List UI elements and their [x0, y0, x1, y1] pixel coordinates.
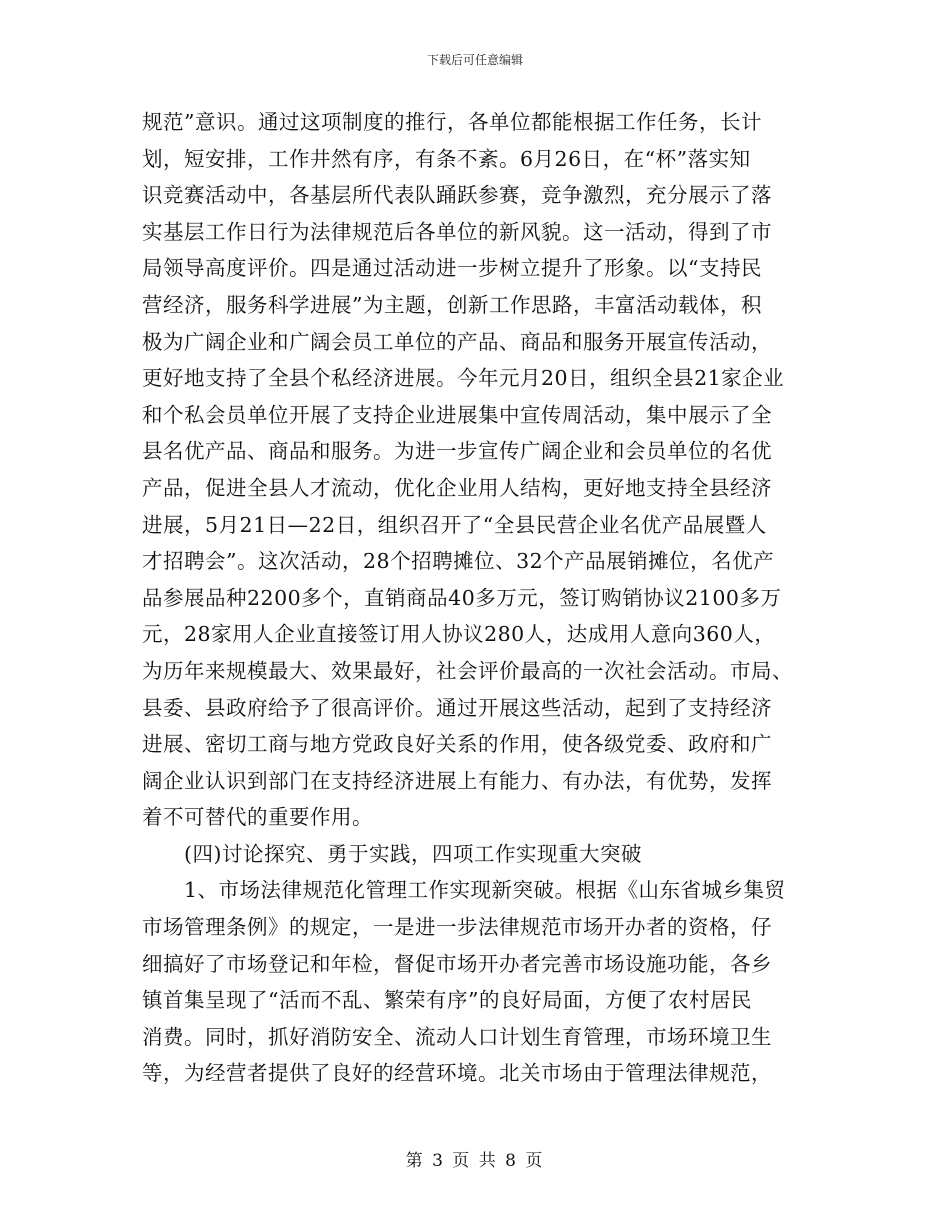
text-line: 才招聘会”。这次活动，28个招聘摊位、32个产品展销摊位，名优产	[142, 549, 775, 574]
text-line: 更好地支持了全县个私经济进展。今年元月20日，组织全县21家企业	[142, 366, 785, 391]
text-line: 划，短安排，工作井然有序，有条不紊。6月26日，在“杯”落实知	[142, 146, 751, 171]
text-line: 和个私会员单位开展了支持企业进展集中宣传周活动，集中展示了全	[142, 402, 772, 427]
text-line: 消费。同时，抓好消防安全、流动人口计划生育管理，市场环境卫生	[142, 1024, 772, 1049]
text-line: 规范”意识。通过这项制度的推行，各单位都能根据工作任务，长计	[142, 110, 762, 134]
text-line: 实基层工作日行为法律规范后各单位的新风貌。这一活动，得到了市	[142, 219, 772, 244]
text-line: (四)讨论探究、勇于实践，四项工作实现重大突破	[184, 841, 642, 866]
page-number-footer: 第 3 页 共 8 页	[405, 1151, 545, 1171]
text-line: 县委、县政府给予了很高评价。通过开展这些活动，起到了支持经济	[142, 695, 772, 720]
text-line: 镇首集呈现了“活而不乱、繁荣有序”的良好局面，方便了农村居民	[142, 988, 752, 1013]
text-line: 品参展品种2200多个，直销商品40多万元，签订购销协议2100多万	[142, 585, 782, 610]
text-line: 进展，5月21日—22日，组织召开了“全县民营企业名优产品展暨人	[142, 512, 767, 537]
text-line: 1、市场法律规范化管理工作实现新突破。根据《山东省城乡集贸	[184, 878, 786, 903]
page-header-note: 下载后可任意编辑	[426, 53, 523, 67]
text-line: 为历年来规模最大、效果最好，社会评价最高的一次社会活动。市局、	[142, 658, 793, 683]
text-line: 极为广阔企业和广阔会员工单位的产品、商品和服务开展宣传活动，	[142, 329, 772, 354]
text-line: 县名优产品、商品和服务。为进一步宣传广阔企业和会员单位的名优	[142, 439, 772, 464]
text-line: 进展、密切工商与地方党政良好关系的作用，使各级党委、政府和广	[142, 732, 772, 757]
text-line: 元，28家用人企业直接签订用人协议280人，达成用人意向360人，	[142, 622, 776, 647]
text-line: 产品，促进全县人才流动，优化企业用人结构，更好地支持全县经济	[142, 475, 772, 500]
text-line: 着不可替代的重要作用。	[142, 805, 373, 830]
text-line: 细搞好了市场登记和年检，督促市场开办者完善市场设施功能，各乡	[142, 951, 772, 976]
document-body	[142, 104, 822, 1092]
text-line: 识竞赛活动中，各基层所代表队踊跃参赛，竞争激烈，充分展示了落	[142, 183, 772, 208]
text-line: 市场管理条例》的规定，一是进一步法律规范市场开办者的资格，仔	[142, 915, 772, 940]
text-line: 局领导高度评价。四是通过活动进一步树立提升了形象。以“支持民	[142, 256, 762, 281]
text-line: 营经济，服务科学进展”为主题，创新工作思路，丰富活动载体，积	[142, 292, 762, 317]
text-line: 等，为经营者提供了良好的经营环境。北关市场由于管理法律规范，	[142, 1061, 772, 1086]
text-line: 阔企业认识到部门在支持经济进展上有能力、有办法，有优势，发挥	[142, 768, 772, 793]
